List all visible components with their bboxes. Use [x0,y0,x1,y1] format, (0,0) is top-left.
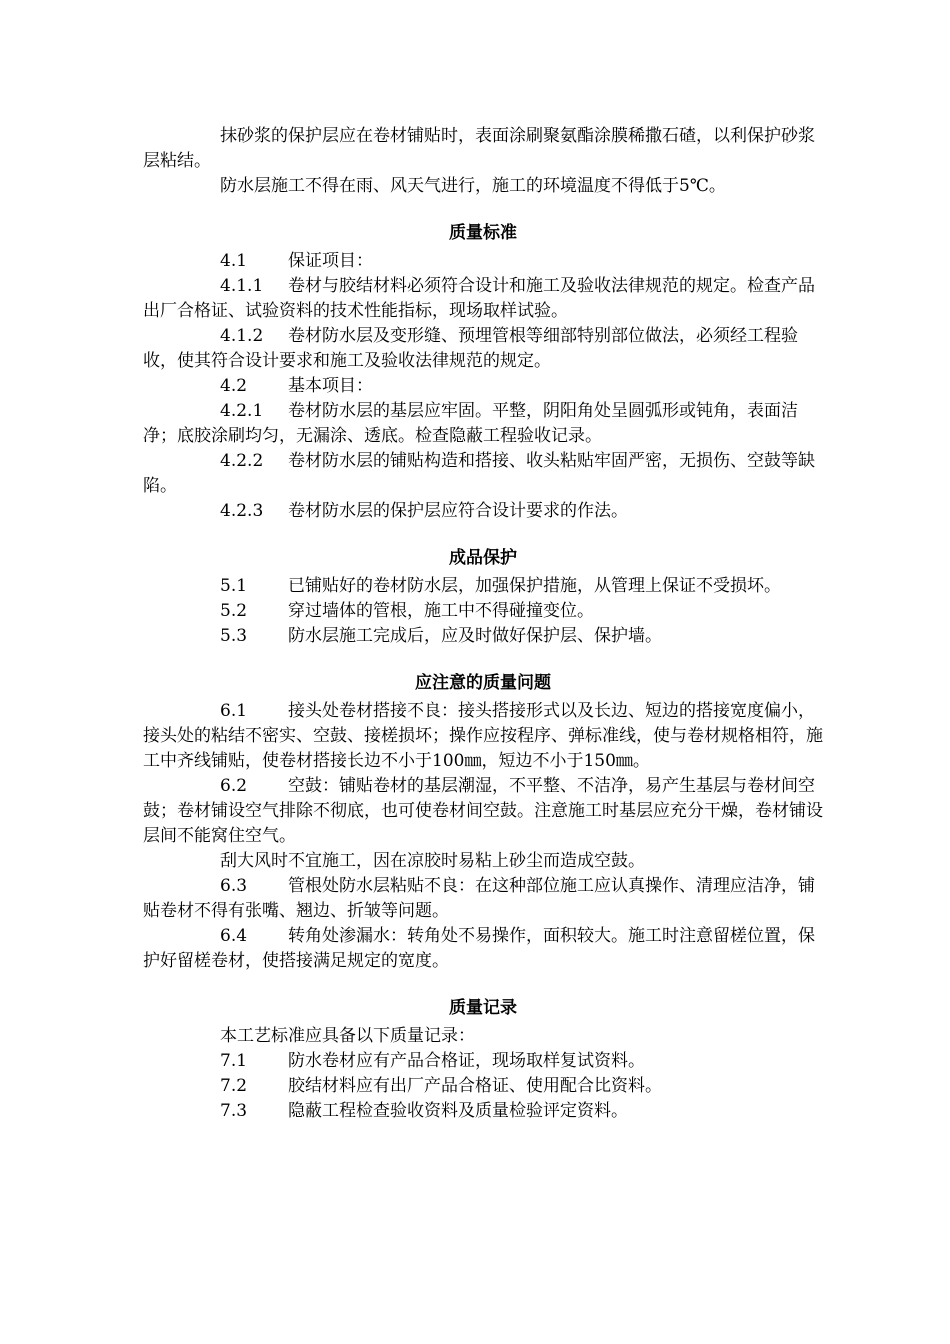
clause-text: 转角处渗漏水：转角处不易操作，面积较大。施工时注意留槎位置，保护好留槎卷材，使搭接满足规定的宽度。 [143,926,815,971]
clause-number: 4.2.2 [220,451,264,471]
clause-number: 4.1.1 [220,276,264,296]
clause-paragraph [143,774,823,849]
clause-text: 接头处卷材搭接不良：接头搭接形式以及长边、短边的搭接宽度偏小，接头处的粘结不密实、空鼓、接槎损坏；操作应按程序、弹标准线，使与卷材规格相符，施工中齐线铺贴，使卷材搭接长边不小于100㎜，短边不小于150㎜。 [143,701,823,771]
clause-text: 胶结材料应有出厂产品合格证、使用配合比资料。 [288,1076,662,1096]
clause-text: 防水层施工完成后，应及时做好保护层、保护墙。 [288,626,662,646]
clause-paragraph [143,874,823,924]
clause-paragraph [143,574,823,599]
clause-text: 管根处防水层粘贴不良：在这种部位施工应认真操作、清理应洁净，铺贴卷材不得有张嘴、翘边、折皱等问题。 [143,876,815,921]
clause-paragraph [143,1099,823,1124]
clause-text: 保证项目： [288,251,373,271]
clause-text: 基本项目： [288,376,373,396]
clause-number: 5.3 [220,626,248,646]
sections-container [143,221,823,1124]
clause-paragraph [143,924,823,974]
clause-paragraph [143,1074,823,1099]
document-body [143,124,823,1124]
clause-text: 卷材防水层的铺贴构造和搭接、收头粘贴牢固严密，无损伤、空鼓等缺陷。 [143,451,815,496]
clause-number: 4.2.1 [220,401,264,421]
clause-number: 4.1 [220,251,248,271]
clause-number: 6.3 [220,876,248,896]
clause-paragraph [143,274,823,324]
intro-paragraph-2: 防水层施工不得在雨、风天气进行，施工的环境温度不得低于5℃。 [220,176,726,196]
clause-paragraph [143,374,823,399]
clause-text: 卷材防水层的保护层应符合设计要求的作法。 [288,501,628,521]
clause-number: 6.4 [220,926,248,946]
clause-paragraph [143,399,823,449]
clause-text: 本工艺标准应具备以下质量记录： [220,1026,475,1046]
clause-number: 7.1 [220,1051,248,1071]
clause-paragraph [143,849,823,874]
clause-text: 卷材防水层的基层应牢固。平整，阴阳角处呈圆弧形或钝角，表面洁净；底胶涂刷均匀，无漏涂、透底。检查隐蔽工程验收记录。 [143,401,798,446]
clause-number: 4.2.3 [220,501,264,521]
clause-text: 隐蔽工程检查验收资料及质量检验评定资料。 [288,1101,628,1121]
section-heading: 应注意的质量问题 [415,673,551,693]
clause-number: 7.2 [220,1076,248,1096]
clause-paragraph [143,324,823,374]
clause-number: 4.2 [220,376,248,396]
section-heading: 质量标准 [449,223,517,243]
section-heading: 成品保护 [449,548,517,568]
clause-paragraph [143,699,823,774]
clause-number: 5.2 [220,601,248,621]
intro-paragraph-1: 抹砂浆的保护层应在卷材铺贴时，表面涂刷聚氨酯涂膜稀撒石碴，以利保护砂浆层粘结。 [143,126,815,171]
clause-number: 7.3 [220,1101,248,1121]
clause-number: 5.1 [220,576,248,596]
clause-text: 卷材防水层及变形缝、预埋管根等细部特别部位做法，必须经工程验收，使其符合设计要求和施工及验收法律规范的规定。 [143,326,798,371]
clause-paragraph [143,624,823,649]
clause-paragraph [143,1049,823,1074]
clause-text: 已铺贴好的卷材防水层，加强保护措施，从管理上保证不受损坏。 [288,576,781,596]
clause-number: 6.2 [220,776,248,796]
clause-text: 穿过墙体的管根，施工中不得碰撞变位。 [288,601,594,621]
clause-number: 4.1.2 [220,326,264,346]
section-heading: 质量记录 [449,998,517,1018]
clause-text: 刮大风时不宜施工，因在凉胶时易粘上砂尘而造成空鼓。 [220,851,645,871]
clause-paragraph [143,1024,823,1049]
clause-text: 防水卷材应有产品合格证，现场取样复试资料。 [288,1051,645,1071]
clause-text: 卷材与胶结材料必须符合设计和施工及验收法律规范的规定。检查产品出厂合格证、试验资料的技术性能指标，现场取样试验。 [143,276,815,321]
clause-number: 6.1 [220,701,248,721]
clause-paragraph [143,599,823,624]
clause-paragraph [143,449,823,499]
clause-text: 空鼓：铺贴卷材的基层潮湿，不平整、不洁净，易产生基层与卷材间空鼓；卷材铺设空气排除不彻底，也可使卷材间空鼓。注意施工时基层应充分干燥，卷材铺设层间不能窝住空气。 [143,776,823,846]
clause-paragraph [143,499,823,524]
clause-paragraph [143,249,823,274]
